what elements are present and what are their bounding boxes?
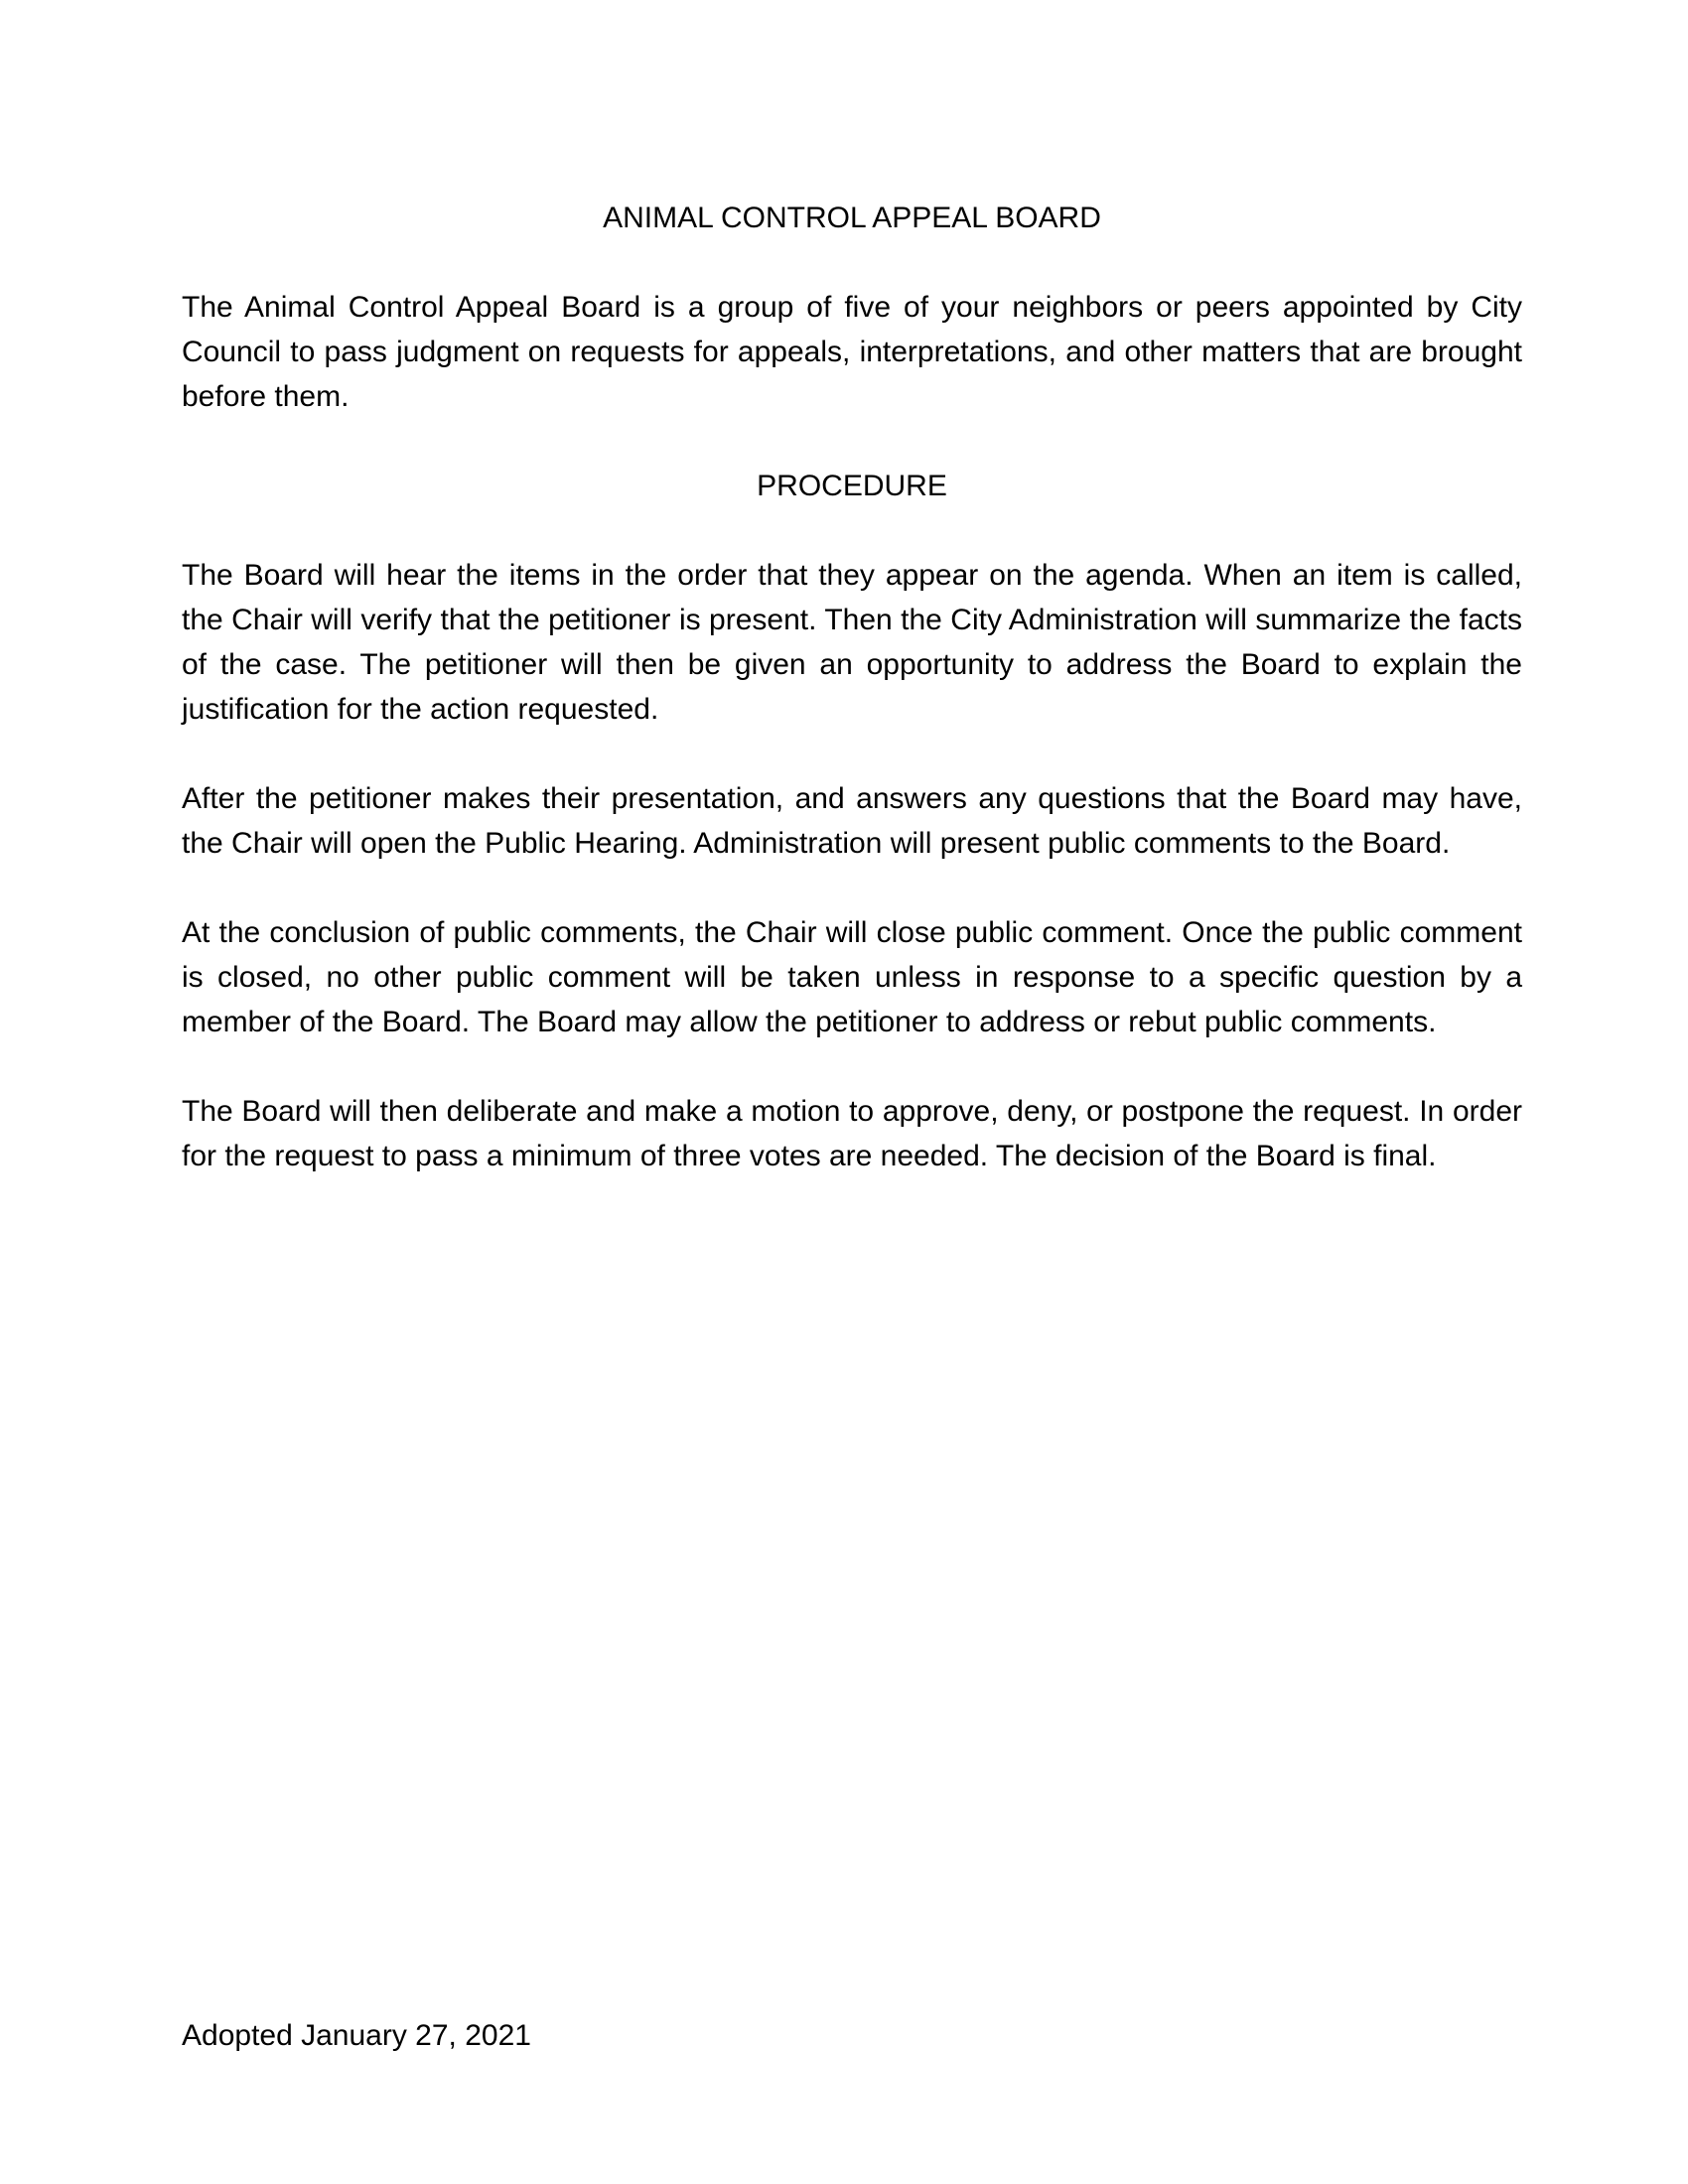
procedure-paragraph-3: At the conclusion of public comments, the Chair will close public comment. Once the public comment is closed, no other public comment will be taken unless in response to a specific question by a member of the Board. The Board may allow the petitioner to address or rebut public comments.	[182, 916, 1522, 1038]
page-title: ANIMAL CONTROL APPEAL BOARD	[603, 202, 1101, 234]
adoption-date-line: Adopted January 27, 2021	[182, 2019, 531, 2052]
procedure-paragraph-1: The Board will hear the items in the order that they appear on the agenda. When an item is called, the Chair will verify that the petitioner is present. Then the City Administration will summarize the facts of the case. The petitioner will then be given an opportunity to address the Board to explain the justification for the action requested.	[182, 559, 1522, 726]
procedure-paragraph-4: The Board will then deliberate and make a motion to approve, deny, or postpone the request. In order for the request to pass a minimum of three votes are needed. The decision of the Board is final.	[182, 1095, 1522, 1172]
intro-paragraph: The Animal Control Appeal Board is a group of five of your neighbors or peers appointed by City Council to pass judgment on requests for appeals, interpretations, and other matters that are brought before them.	[182, 291, 1522, 413]
procedure-heading: PROCEDURE	[757, 470, 947, 502]
procedure-paragraph-2: After the petitioner makes their presentation, and answers any questions that the Board may have, the Chair will open the Public Hearing. Administration will present public comments to the Board.	[182, 782, 1522, 860]
document-body	[182, 196, 1522, 1223]
